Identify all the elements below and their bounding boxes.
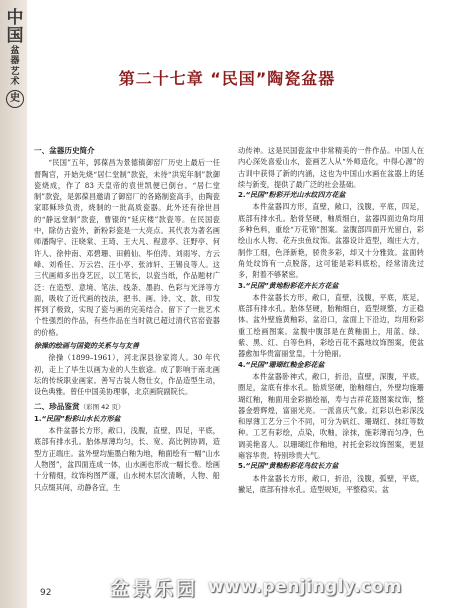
series-char-5: 艺 (10, 66, 20, 77)
paragraph: “民国”五年，郭葆昌为景德镇御窑厂历史上最后一任督陶官，开始先烧“居仁堂制”款瓷，未待“洪宪年制”款御瓷烧成，作了 83 天皇帝的袁世凯便已倒台。“居仁堂制”款瓷，是郭葆昌邀请了御窑厂的各路制瓷高手，由陶瓷家耶稣珍负责，烧制的一批高质瓷器。此外还有徐世昌的“静远堂制”款瓷，曹锟的“延庆楼”款瓷等。在民国瓷中，除仿古瓷外，新粉彩瓷是一大亮点。其代表为著名画师潘陶宇、汪晓棠、王琦、王大凡、程意亭、汪野亭、何许人、徐仲南、邓碧珊、田鹤仙、毕伯涛、刘雨岑、方云峰、刘希任、万云岩、汪小亭、张沛轩、王锡良等人。这三代画师多出身艺匠，以工笔长，以瓷当纸，作品题材广泛：在造型、意境、笔法、线条、墨韵、色彩与光泽等方面，吸收了近代画的技法，把书、画、诗、文、款、印发挥到了极致，实现了瓷与画的完美结合。留下了一批艺术个性强烈的作品，有些作品在当时就已超过清代官窑瓷器的价格。 (34, 158, 220, 337)
item-title: “民国”粉彩山水长方形盆 (41, 414, 121, 423)
paragraph: 本件盆器长方形，敞口，直壁，浅腹，平底，底足，底部有排水孔。胎体坚硬，胎釉细白，造型规整，方正稳体。盆外壁施黄釉彩，盆沿口，盆面上下沿边，均用粉彩重工绘画图案。盆腹中腹部是在黄釉面上，用蓝、绿、紫、黑、红、白等色料，彩绘百花不露地纹饰图案，使盆器愈加华贵富丽堂皇，十分艳丽。 (238, 292, 424, 359)
paragraph-continued: 动传神。这是民国瓷盆中非常精美的一件作品。中国人在内心深处喜爱山水，瓷画艺人从“外师造化，中得心源”的古训中获得了新的内涵，这也为中国山水画在盆器上的延续与新变，提供了最广泛的社会基础。 (238, 146, 424, 189)
section-heading-text: 二、珍品鉴赏 (34, 401, 80, 411)
paragraph: 本件盆器四方形，直壁，敞口，浅腹，平底，四足，底部有排水孔。胎骨坚硬，釉质细白，盆器四面边角均用多种色料，重绘“万花锦”图案。盆腹部四面开光留白，彩绘山水人物、花卉虫鱼纹饰。盆器设计造型，端庄大方，制作工细，色泽新艳，骄贵多彩，却又十分雅致。盆面转角处纹饰有一点脱落，这可能是彩料底松，经常清洗过多，附着不够紧密。 (238, 202, 424, 280)
left-column (34, 145, 220, 493)
series-char-2: 国 (6, 25, 24, 46)
series-char-6: 术 (10, 77, 20, 87)
item-title: “民国”黄釉粉彩花鸟纹长方盆 (245, 462, 339, 471)
item-number: 4. (238, 360, 246, 369)
item-heading (238, 190, 424, 201)
paragraph: 本件盆器长方形，敞口，浅腹，直壁，四足，平底，底部有排水孔。胎体厚薄均匀，长、宽、高比例协调，造型方正端庄。盆外壁均施墨白釉为地，釉面绘有一幅“山水人物图”，盆四面连成一体，山水画也形成一幅长卷。绘画十分精细，纹饰构图严谨，山水树木层次清晰，人物、船只点缀其间，动静各宜，生 (34, 426, 220, 492)
paragraph: 本件盆器卧神式，敞口，折沿，直壁，深腹，平底，圈足，盆底有排水孔。胎质坚硬，胎釉细白，外壁均施珊瑚红釉，釉面用金彩描绘福，寿与吉祥花篮图案纹饰，整器金碧辉煌，富丽光亮。一派喜庆气象。红彩以色彩深浅和厚薄工艺分三个不同，可分为矾红、珊瑚红、抹红等数种。工艺有彩绘，点染，吹釉，涂抹，施彩薄而匀净，色调美艳喜人。以珊瑚红作釉地，衬托金彩纹饰图案，更显雍容华贵。特别珍贵大气。 (238, 371, 424, 461)
subsection-heading: 徐操的绘画与国瓷的关系与与友善 (34, 342, 139, 351)
item-heading (238, 281, 424, 292)
item-heading (238, 360, 424, 371)
item-title: “民国”珊瑚红釉金彩花盆 (245, 360, 325, 369)
watermark-url: www.penjingly.com (208, 577, 403, 597)
section-heading-appreciation (34, 401, 220, 413)
watermark (110, 570, 454, 604)
section-heading-history: 一、盆器历史简介 (34, 146, 95, 155)
item-number: 1. (34, 414, 42, 423)
item-heading (238, 461, 424, 472)
item-heading (34, 414, 220, 425)
item-number: 3. (238, 281, 246, 290)
paragraph: 本件盆器长方形，敞口，折沿，浅腹，弧壁，平底，撇足，底部有排水孔。造型规矩，平整稳实。盆 (238, 473, 424, 494)
series-seal: 史 (6, 90, 24, 108)
series-char-3: 盆 (10, 45, 20, 56)
item-number: 2. (238, 191, 246, 200)
item-title: “民国”黄地粉彩花卉长方花盆 (245, 281, 339, 290)
series-char-4: 器 (10, 56, 20, 67)
color-plate-ref: （彩图 42 页） (79, 402, 125, 411)
series-title-vertical (4, 10, 26, 108)
item-number: 5. (238, 462, 246, 471)
series-char-1: 中 (6, 8, 24, 28)
right-column (238, 145, 424, 495)
watermark-site-name: 盆景乐园 (110, 577, 199, 600)
item-title: “民国”粉彩开光山水纹四方花盆 (245, 191, 346, 200)
paragraph: 徐操（1899–1961），河北深县徐家湾人。30 年代初，走上了毕生以画为业的人生旅途。成了影响于南北画坛的传统职业画家。善写古装人物仕女，作品造型生动，设色典雅。曾任中国美协理事，北京画院副院长。 (34, 353, 220, 397)
page-number: 92 (40, 588, 52, 598)
chapter-title: 第二十七章 “民国”陶瓷盆器 (118, 69, 336, 88)
